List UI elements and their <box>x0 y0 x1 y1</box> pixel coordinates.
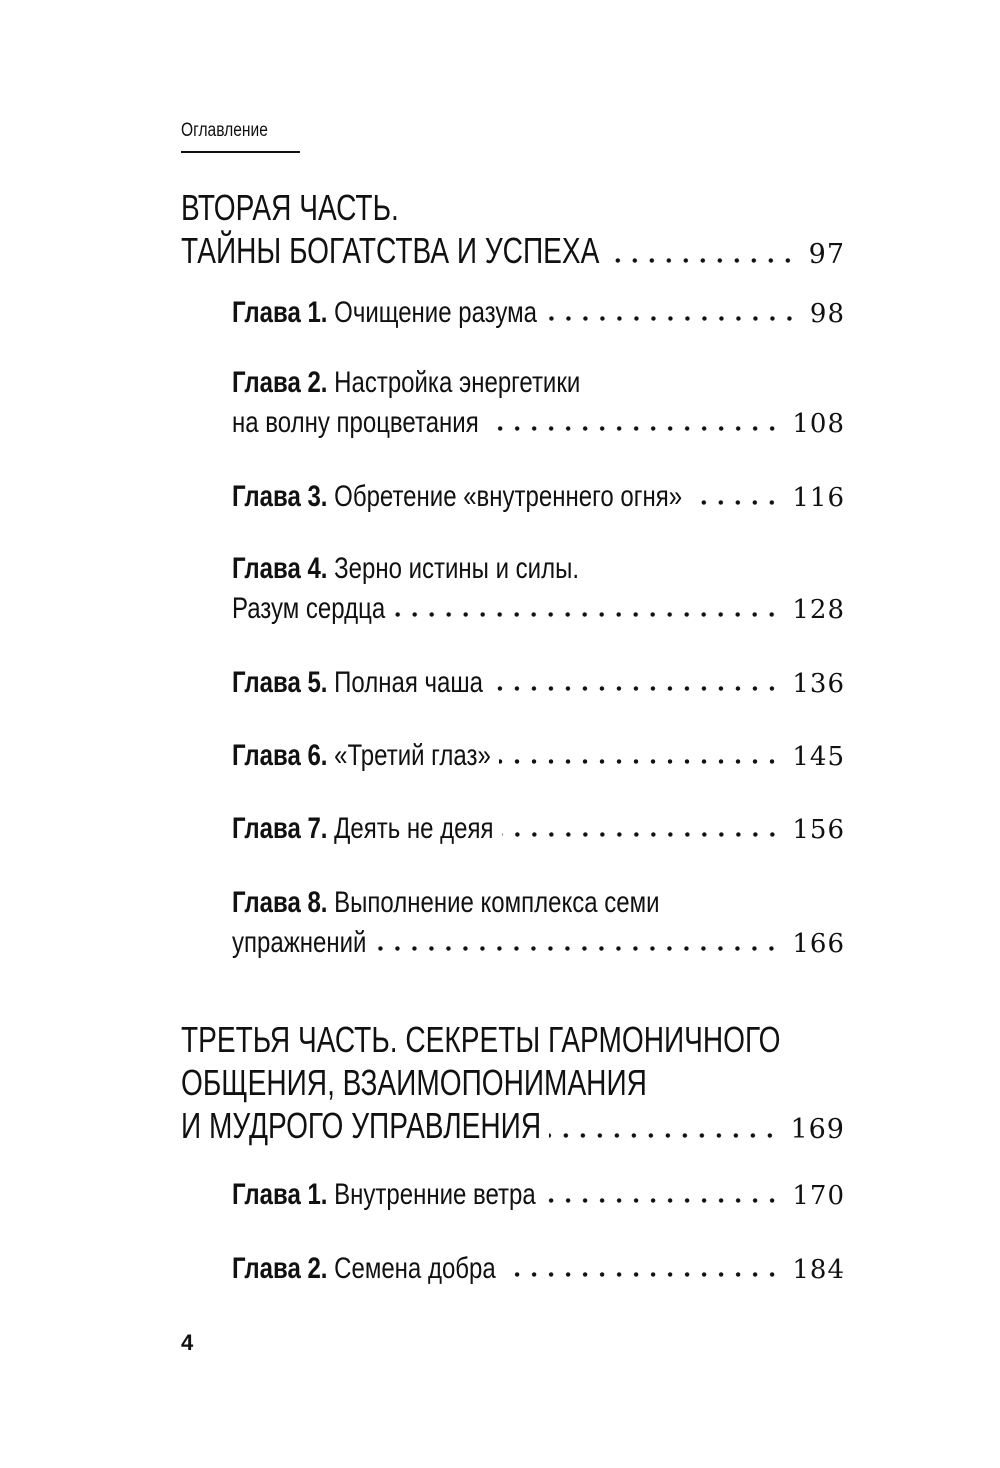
chapter-label: Глава 6. <box>232 739 328 772</box>
chapter-label: Глава 1. <box>232 296 328 329</box>
chapter-title: Разум сердца <box>232 592 386 625</box>
dot-leader <box>502 832 781 837</box>
toc-part3-chapter-2[interactable] <box>232 1252 845 1286</box>
dot-leader <box>545 316 798 321</box>
dot-leader <box>393 612 780 617</box>
dot-leader <box>549 1133 778 1138</box>
toc-chapter-8[interactable] <box>232 886 845 960</box>
toc-chapter-6[interactable] <box>232 739 845 773</box>
page-number: 166 <box>792 929 845 959</box>
toc-part-2[interactable] <box>181 187 845 272</box>
chapter-label: Глава 8. <box>232 886 328 919</box>
toc-part3-chapter-1[interactable] <box>232 1178 845 1212</box>
chapter-title: Семена добра <box>334 1252 496 1285</box>
chapter-title: на волну процветания <box>232 406 479 439</box>
page-number: 145 <box>792 742 845 772</box>
dot-leader <box>499 759 781 764</box>
toc-part-3[interactable] <box>181 1019 845 1147</box>
toc-chapter-3[interactable] <box>232 480 845 514</box>
page-number: 98 <box>809 299 845 329</box>
page-number: 184 <box>792 1255 845 1285</box>
chapter-label: Глава 2. <box>232 366 328 399</box>
chapter-label: Глава 4. <box>232 552 328 585</box>
dot-leader <box>690 500 780 505</box>
toc-chapter-1[interactable] <box>232 296 845 330</box>
running-header: Оглавление <box>181 120 268 141</box>
page-number: 170 <box>792 1181 845 1211</box>
toc-chapter-4[interactable] <box>232 552 845 626</box>
toc-chapter-7[interactable] <box>232 812 845 846</box>
page-number: 128 <box>792 595 845 625</box>
chapter-title: упражнений <box>232 926 367 959</box>
part-title-line: ТАЙНЫ БОГАТСТВА И УСПЕХА <box>181 230 600 271</box>
page-number: 169 <box>790 1114 845 1145</box>
chapter-label: Глава 2. <box>232 1252 328 1285</box>
chapter-label: Глава 7. <box>232 812 328 845</box>
part-title-line: ТРЕТЬЯ ЧАСТЬ. СЕКРЕТЫ ГАРМОНИЧНОГО <box>181 1019 781 1060</box>
chapter-title: Полная чаша <box>334 666 483 699</box>
dot-leader <box>544 1198 781 1203</box>
dot-leader <box>504 1272 781 1277</box>
part-title-line: И МУДРОГО УПРАВЛЕНИЯ <box>181 1105 542 1146</box>
dot-leader <box>487 426 781 431</box>
dot-leader <box>491 686 780 691</box>
page-folio: 4 <box>181 1330 194 1355</box>
page-number: 136 <box>792 669 845 699</box>
chapter-title: «Третий глаз» <box>334 739 491 772</box>
dot-leader <box>607 258 796 263</box>
page-number: 97 <box>808 239 845 270</box>
page-number: 108 <box>792 409 845 439</box>
toc-chapter-2[interactable] <box>232 366 845 440</box>
chapter-label: Глава 1. <box>232 1178 328 1211</box>
chapter-title: Очищение разума <box>334 296 537 329</box>
header-rule <box>181 151 300 153</box>
chapter-label: Глава 3. <box>232 480 328 513</box>
chapter-title: Настройка энергетики <box>334 366 581 399</box>
part-title-line: ОБЩЕНИЯ, ВЗАИМОПОНИМАНИЯ <box>181 1062 647 1103</box>
chapter-label: Глава 5. <box>232 666 328 699</box>
chapter-title: Выполнение комплекса семи <box>334 886 660 919</box>
chapter-title: Деять не деяя <box>334 812 494 845</box>
page-number: 116 <box>792 483 845 513</box>
dot-leader <box>374 946 780 951</box>
toc-chapter-5[interactable] <box>232 666 845 700</box>
chapter-title: Зерно истины и силы. <box>334 552 579 585</box>
page-number: 156 <box>792 815 845 845</box>
chapter-title: Внутренние ветра <box>334 1178 536 1211</box>
part-title-line: ВТОРАЯ ЧАСТЬ. <box>181 187 399 228</box>
chapter-title: Обретение «внутреннего огня» <box>334 480 683 513</box>
